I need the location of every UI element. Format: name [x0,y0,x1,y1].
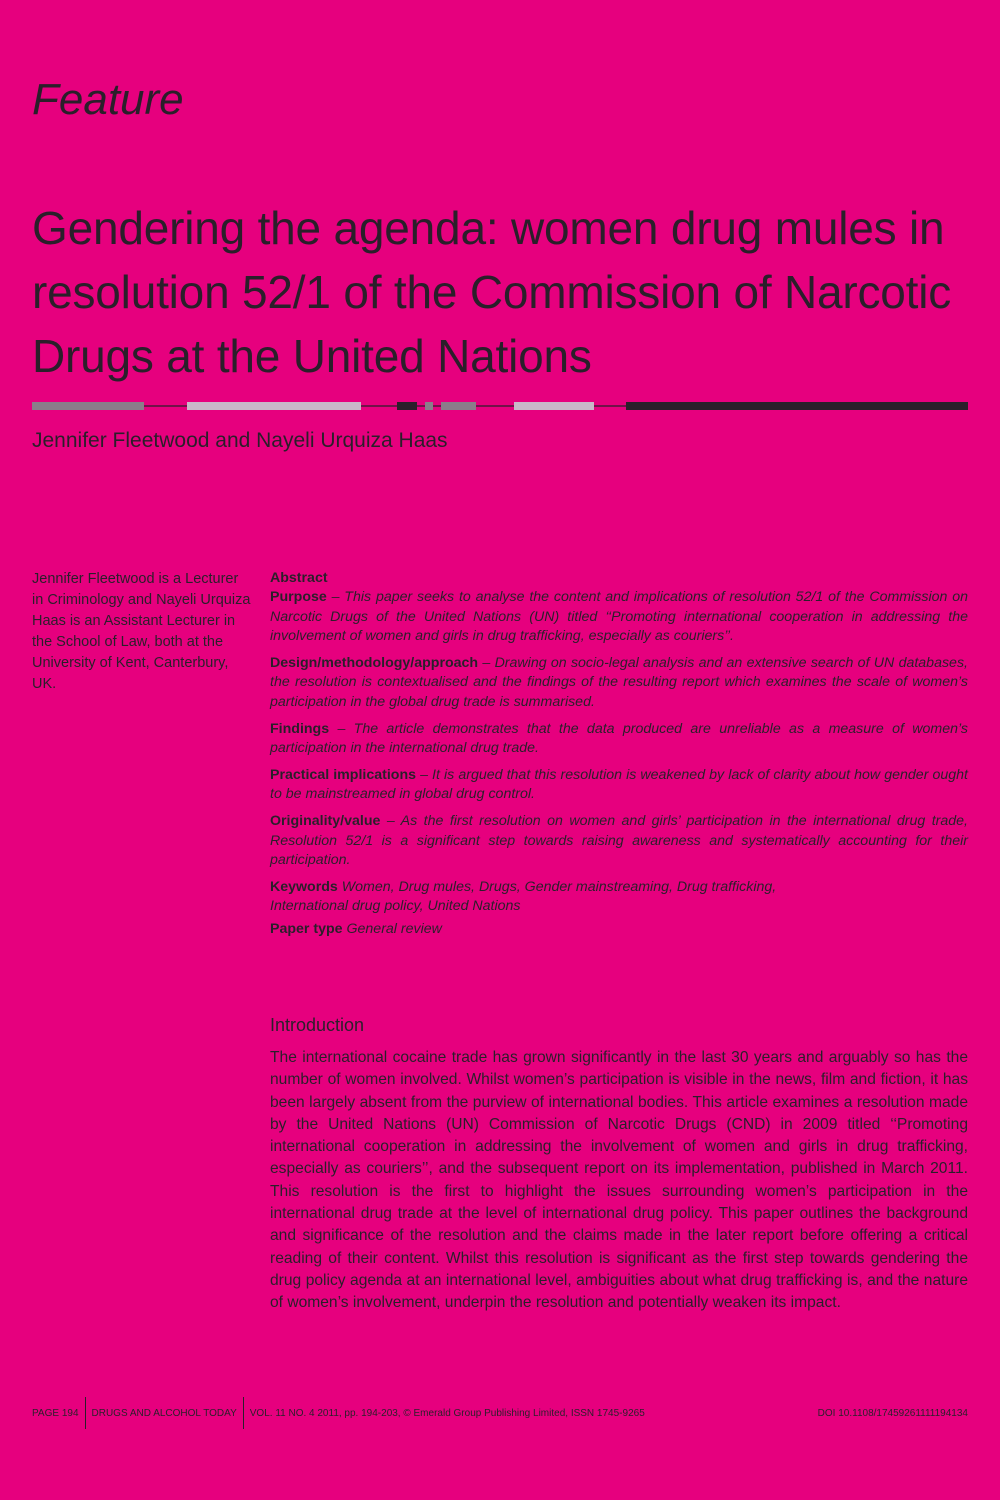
authors: Jennifer Fleetwood and Nayeli Urquiza Haas [32,429,448,452]
footer-doi: DOI 10.1108/17459261111194134 [817,1407,968,1419]
abstract-paper-type [270,920,968,940]
article-title: Gendering the agenda: women drug mules in resolution 52/1 of the Commission of Narcotic Drugs at the United Nations [32,202,952,382]
page-footer [32,1397,968,1429]
footer-journal: DRUGS AND ALCOHOL TODAY [91,1407,237,1419]
introduction-body: The international cocaine trade has grown significantly in the last 30 years and arguably so has the number of women involved. Whilst women’s participation is visible in the news, film and fiction, it has been largely absent from the purview of international bodies. This article examines a resolution made by the United Nations (UN) Commission of Narcotic Drugs (CND) in 2009 titled ‘‘Promoting international cooperation in addressing the involvement of women and girls in drug trafficking, especially as couriers’’, and the subsequent report on its implementation, published in March 2011. This resolution is the first to highlight the issues surrounding women’s participation in the international drug trade at the level of international drug policy. This paper outlines the background and significance of the resolution and the claims made in the later report before offering a critical reading of their content. Whilst this resolution is significant as the first step towards gendering the drug policy agenda at an international level, ambiguities about what drug trafficking is, and the nature of women’s involvement, underpin the resolution and potentially weaken its impact. [270,1049,968,1312]
originality-text: – As the first resolution on women and girls’ participation in the international drug trade, Resolution 52/1 is a significant step towards raising awareness and systematically accounting for their participation. [270,812,968,869]
purpose-label: Purpose [270,589,327,605]
abstract-design [270,654,968,713]
footer-page-number: PAGE 194 [32,1407,79,1419]
footer-citation: VOL. 11 NO. 4 2011, pp. 194-203, © Emerald Group Publishing Limited, ISSN 1745-9265 [249,1407,645,1419]
decorative-rule [32,397,968,415]
abstract-practical [270,766,968,805]
abstract-purpose [270,588,968,647]
findings-text: – The article demonstrates that the data produced are unreliable as a measure of women’s participation in the international drug trade. [270,720,968,757]
keywords-line1: Women, Drug mules, Drugs, Gender mainstreaming, Drug trafficking, [337,878,777,895]
papertype-text: General review [342,920,442,937]
findings-label: Findings [270,720,330,737]
introduction-heading: Introduction [270,1015,365,1035]
practical-label: Practical implications [270,766,417,783]
design-text: – Drawing on socio-legal analysis and an extensive search of UN databases, the resolution is contextualised and the findings of the resulting report which examines the scale of women’s participation in the global drug trade is summarised. [270,654,968,710]
papertype-label: Paper type [270,920,343,937]
abstract-heading: Abstract [270,570,328,586]
purpose-text: – This paper seeks to analyse the content and implications of resolution 52/1 of the Commission on Narcotic Drugs of the United Nations (UN) titled ‘‘Promoting international cooperation in addressing the involvement of women and girls in drug trafficking, especially as couriers’’. [270,589,968,645]
author-bio: Jennifer Fleetwood is a Lecturer in Criminology and Nayeli Urquiza Haas is an Assistant Lecturer in the School of Law, both at the University of Kent, Canterbury, UK. [32,571,251,692]
keywords-label: Keywords [270,878,338,895]
footer-divider [243,1397,244,1429]
abstract [270,569,968,943]
practical-text: – It is argued that this resolution is weakened by lack of clarity about how gender ought to be mainstreamed in global drug control. [270,766,968,803]
keywords-line2: International drug policy, United Nations [270,898,521,915]
abstract-originality [270,812,968,871]
footer-divider [85,1397,86,1429]
abstract-keywords [270,878,968,917]
section-label: Feature [32,75,184,124]
originality-label: Originality/value [270,812,381,829]
design-label: Design/methodology/approach [270,654,479,671]
abstract-findings [270,720,968,759]
